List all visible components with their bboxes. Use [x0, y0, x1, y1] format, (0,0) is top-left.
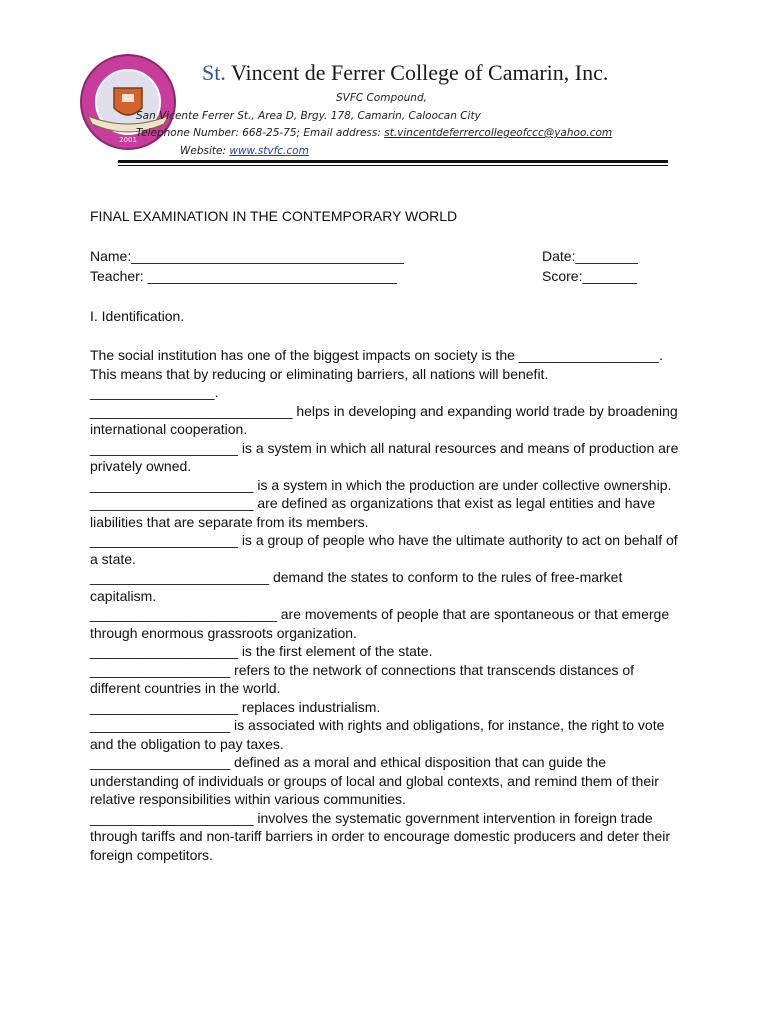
address-street: San Vicente Ferrer St., Area D, Brgy. 178, Camarin, Caloocan City	[136, 110, 481, 122]
header-divider-thin	[118, 165, 668, 166]
college-name-rest: Vincent de Ferrer College of Camarin, Inc.	[225, 60, 609, 85]
website-line	[180, 145, 309, 157]
email-link[interactable]: st.vincentdeferrercollegeofccc@yahoo.com	[384, 127, 613, 139]
name-field: Name:___________________________________	[90, 248, 404, 264]
college-name-prefix: St.	[202, 60, 226, 85]
question-item: _____________________ is a system in which the production are under collective ownership.	[90, 476, 672, 493]
question-item: __________________ is associated with rights and obligations, for instance, the right to vote and the obligation to pay taxes.	[90, 717, 665, 752]
exam-title: FINAL EXAMINATION IN THE CONTEMPORARY WORLD	[90, 208, 458, 224]
score-field: Score:_______	[542, 268, 637, 284]
question-item: __________________ defined as a moral and ethical disposition that can guide the understanding of individuals or groups of local and global contexts, and remind them of their relative responsibilities within various communities.	[90, 754, 659, 807]
phone-label: Telephone Number: 668-25-75; Email address:	[136, 127, 385, 139]
question-item: ___________________ is a group of people who have the ultimate authority to act on behalf of a state.	[90, 532, 678, 567]
question-item: _____________________ involves the systematic government intervention in foreign trade through tariffs and non-tariff barriers in order to encourage domestic producers and deter their foreign competitors.	[90, 809, 671, 863]
contact-line	[136, 127, 612, 139]
question-item: _______________________ demand the states to conform to the rules of free-market capitalism.	[90, 569, 623, 604]
question-list	[90, 346, 680, 864]
seal-year: 2001	[119, 136, 137, 144]
section-heading: I. Identification.	[90, 308, 185, 324]
question-item: __________________________ helps in developing and expanding world trade by broadening international cooperation.	[90, 402, 678, 437]
teacher-field: Teacher: ________________________________	[90, 268, 397, 284]
question-item: _____________________ are defined as organizations that exist as legal entities and have liabilities that are separate from its members.	[90, 495, 656, 530]
question-item: ________________________ are movements of people that are spontaneous or that emerge through enormous grassroots organization.	[90, 606, 670, 641]
date-field: Date:________	[542, 248, 638, 264]
question-item: The social institution has one of the biggest impacts on society is the __________________.	[90, 347, 663, 363]
question-item: This means that by reducing or eliminating barriers, all nations will benefit. ________________.	[90, 365, 549, 400]
website-label: Website:	[180, 145, 230, 157]
address-compound: SVFC Compound,	[336, 92, 427, 104]
header-divider	[118, 160, 668, 163]
question-item: ___________________ replaces industrialism.	[90, 698, 381, 715]
website-link[interactable]: www.stvfc.com	[229, 145, 309, 157]
question-item: ___________________ is a system in which all natural resources and means of production are privately owned.	[90, 439, 679, 474]
question-item: ___________________ is the first element of the state.	[90, 643, 433, 659]
question-item: __________________ refers to the network of connections that transcends distances of different countries in the world.	[90, 661, 635, 696]
college-name	[202, 60, 608, 86]
